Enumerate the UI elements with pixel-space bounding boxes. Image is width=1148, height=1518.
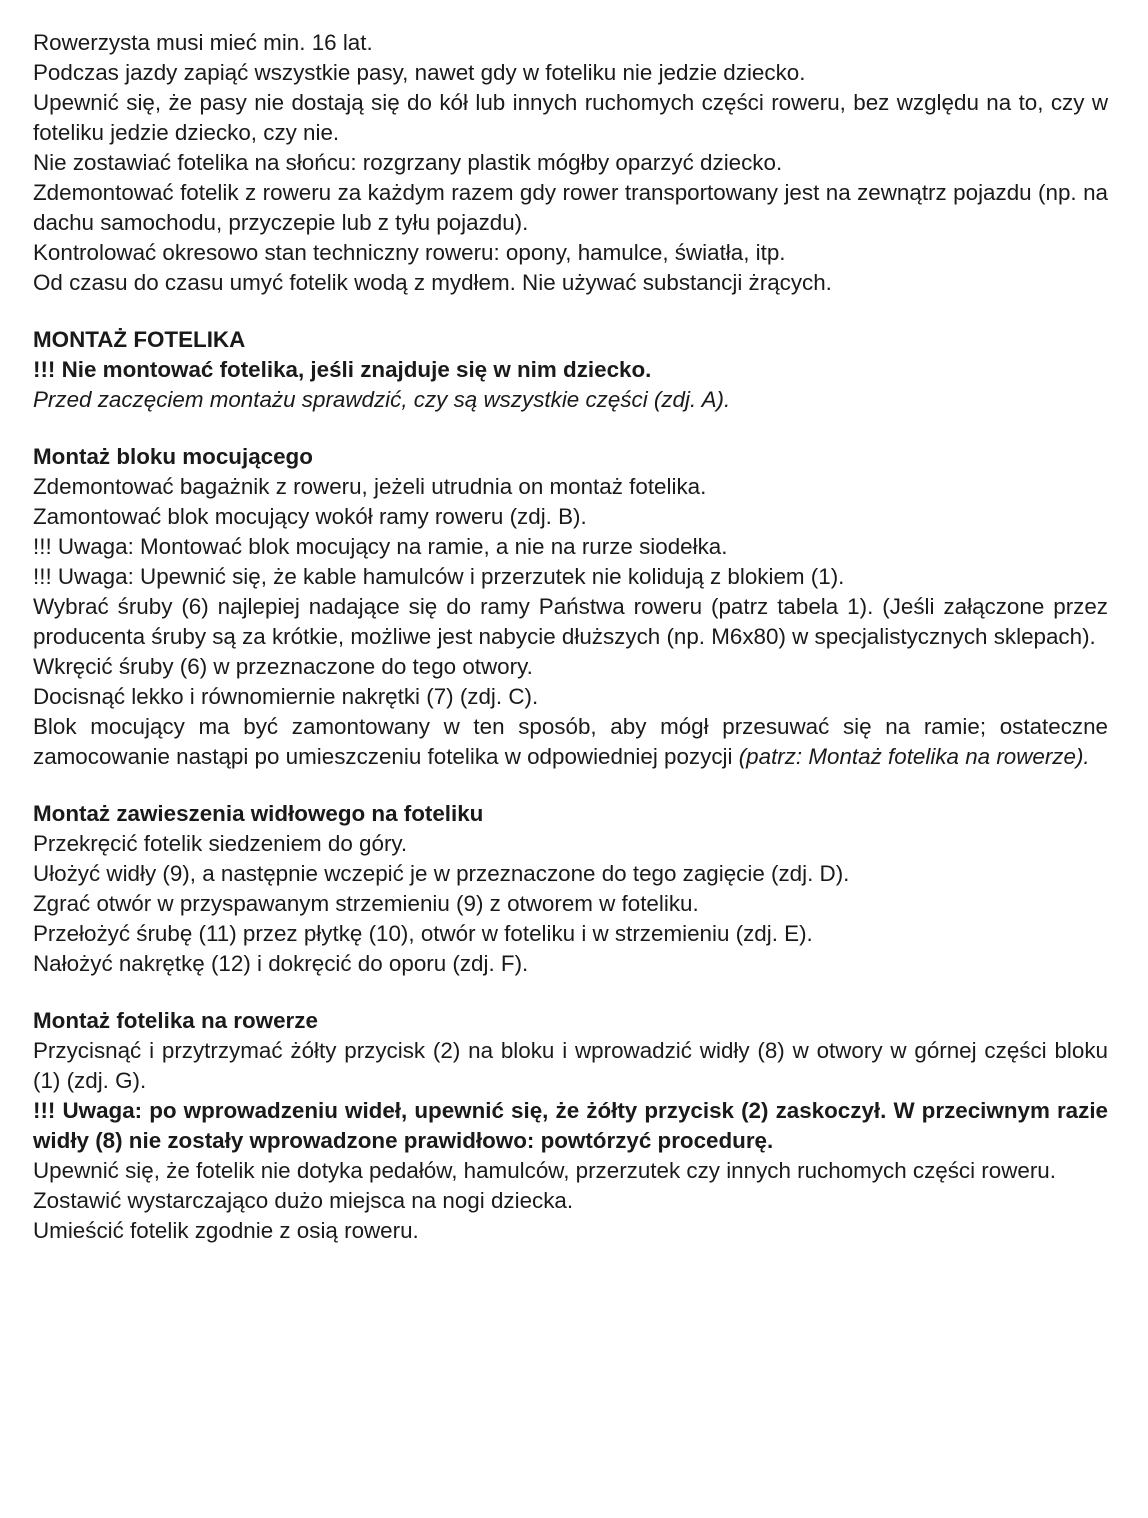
blok-last-italic: (patrz: Montaż fotelika na rowerze). [738,744,1090,769]
general-line-3: Upewnić się, że pasy nie dostają się do kół lub innych ruchomych części roweru, bez względu na to, czy w foteliku jedzie dziecko, czy nie. [33,90,1108,145]
widly-line-2: Ułożyć widły (9), a następnie wczepić je w przeznaczone do tego zagięcie (zdj. D). [33,861,850,886]
general-line-1: Rowerzysta musi mieć min. 16 lat. [33,30,373,55]
blok-line-6: Wkręcić śruby (6) w przeznaczone do tego otwory. [33,654,533,679]
montaz-warning: !!! Nie montować fotelika, jeśli znajduje się w nim dziecko. [33,357,652,382]
blok-line-7: Docisnąć lekko i równomiernie nakrętki (7) (zdj. C). [33,684,539,709]
general-line-6: Kontrolować okresowo stan techniczny roweru: opony, hamulce, światła, itp. [33,240,786,265]
widly-line-5: Nałożyć nakrętkę (12) i dokręcić do oporu (zdj. F). [33,951,529,976]
section-title-blok: Montaż bloku mocującego [33,444,313,469]
general-line-2: Podczas jazdy zapiąć wszystkie pasy, nawet gdy w foteliku nie jedzie dziecko. [33,60,806,85]
spacer [33,415,1108,442]
rower-intro: Przycisnąć i przytrzymać żółty przycisk (2) na bloku i wprowadzić widły (8) w otwory w górnej części bloku (1) (zdj. G). [33,1038,1108,1093]
section-title-rower: Montaż fotelika na rowerze [33,1008,318,1033]
general-line-4: Nie zostawiać fotelika na słońcu: rozgrzany plastik mógłby oparzyć dziecko. [33,150,783,175]
section-title-widly: Montaż zawieszenia widłowego na foteliku [33,801,484,826]
blok-line-4: !!! Uwaga: Upewnić się, że kable hamulców i przerzutek nie kolidują z blokiem (1). [33,564,845,589]
section-title-montaz: MONTAŻ FOTELIKA [33,327,246,352]
montaz-note: Przed zaczęciem montażu sprawdzić, czy są wszystkie części (zdj. A). [33,387,731,412]
widly-line-4: Przełożyć śrubę (11) przez płytkę (10), otwór w foteliku i w strzemieniu (zdj. E). [33,921,813,946]
rower-warning: !!! Uwaga: po wprowadzeniu wideł, upewnić się, że żółty przycisk (2) zaskoczył. W przeciwnym razie widły (8) nie zostały wprowadzone prawidłowo: powtórzyć procedurę. [33,1098,1108,1153]
widly-line-1: Przekręcić fotelik siedzeniem do góry. [33,831,408,856]
spacer [33,979,1108,1006]
blok-line-8 [33,712,1108,772]
rower-line-1: Upewnić się, że fotelik nie dotyka pedałów, hamulców, przerzutek czy innych ruchomych części roweru. [33,1158,1056,1183]
document-page [33,28,1108,1246]
blok-line-5: Wybrać śruby (6) najlepiej nadające się do ramy Państwa roweru (patrz tabela 1). (Jeśli załączone przez producenta śruby są za krótkie, możliwe jest nabycie dłuższych (np. M6x80) w specjalistycznych sklepach). [33,594,1108,649]
blok-line-3: !!! Uwaga: Montować blok mocujący na ramie, a nie na rurze siodełka. [33,534,728,559]
blok-last-text: Blok mocujący ma być zamontowany w ten sposób, aby mógł przesuwać się na ramie; ostateczne zamocowanie nastąpi po umieszczeniu fotelika w odpowiedniej pozycji [33,714,1108,769]
blok-line-2: Zamontować blok mocujący wokół ramy roweru (zdj. B). [33,504,587,529]
rower-line-3: Umieścić fotelik zgodnie z osią roweru. [33,1218,419,1243]
rower-line-2: Zostawić wystarczająco dużo miejsca na nogi dziecka. [33,1188,574,1213]
spacer [33,298,1108,325]
blok-line-1: Zdemontować bagażnik z roweru, jeżeli utrudnia on montaż fotelika. [33,474,707,499]
general-line-7: Od czasu do czasu umyć fotelik wodą z mydłem. Nie używać substancji żrących. [33,270,832,295]
widly-line-3: Zgrać otwór w przyspawanym strzemieniu (9) z otworem w foteliku. [33,891,699,916]
spacer [33,772,1108,799]
general-line-5: Zdemontować fotelik z roweru za każdym razem gdy rower transportowany jest na zewnątrz pojazdu (np. na dachu samochodu, przyczepie lub z tyłu pojazdu). [33,180,1108,235]
